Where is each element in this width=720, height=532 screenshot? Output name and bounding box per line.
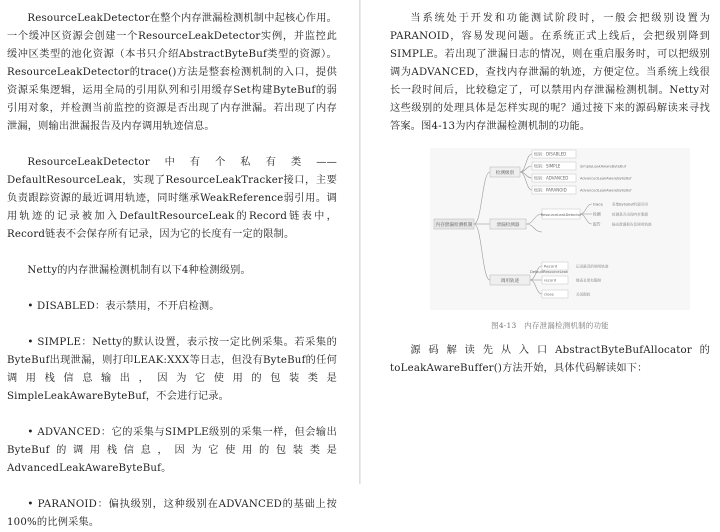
mindmap-level-simple — [532, 162, 627, 170]
svg-text:AdvancedLeakAwareByteBuf: AdvancedLeakAwareByteBuf — [580, 188, 632, 193]
svg-text:调用轨迹: 调用轨迹 — [500, 279, 520, 285]
svg-text:ResourceLeakDetector: ResourceLeakDetector — [540, 212, 582, 217]
svg-text:检测是否出现内存泄漏: 检测是否出现内存泄漏 — [612, 212, 648, 217]
svg-text:级别：ADVANCED: 级别：ADVANCED — [534, 175, 569, 181]
svg-text:报告: 报告 — [593, 221, 601, 227]
svg-text:级别：SIMPLE: 级别：SIMPLE — [534, 163, 561, 169]
svg-text:检测级别: 检测级别 — [495, 171, 515, 177]
paragraph-levels-intro: Netty的内存泄漏检测机制有以下4种检测级别。 — [27, 265, 251, 276]
mindmap-root-node — [434, 219, 474, 229]
mindmap-level-disabled — [532, 150, 576, 158]
paragraph-detector-role: ResourceLeakDetector在整个内存泄漏检测机制中起核心作用。一个缓冲区资源会创建一个ResourceLeakDetector实例，并监控此缓冲区类型的池化资源（本书只介绍AbstractByteBuf类型的资源）。ResourceLeakDetector的trace()方法是整套检测机制的入口，提供资源采集逻辑，运用全局的引用队列和引用缓存Set构建ByteBuf的弱引用对象，并检测当前监控的资源是否出现了内存泄漏。若出现了内存泄漏，则输出泄漏报告及内存调用轨迹信息。 — [7, 13, 337, 132]
mindmap-branch-levels — [490, 167, 520, 177]
list-item-paranoid: • PARANOID：偏执级别，这种级别在ADVANCED的基础上按100%的比例采集。 — [7, 499, 337, 528]
mindmap-record-list — [542, 262, 609, 270]
right-page — [361, 0, 720, 484]
mindmap-record-close — [542, 290, 591, 298]
svg-text:AdvancedLeakAwareByteBuf: AdvancedLeakAwareByteBuf — [580, 176, 632, 181]
svg-text:DefaultResourceLeak: DefaultResourceLeak — [530, 270, 569, 274]
svg-text:级别：PARANOID: 级别：PARANOID — [534, 187, 567, 193]
svg-text:采集ByteBuf的弱引用: 采集ByteBuf的弱引用 — [612, 202, 648, 207]
svg-text:SimpleLeakAwareByteBuf: SimpleLeakAwareByteBuf — [580, 164, 626, 169]
svg-text:trace: trace — [593, 201, 603, 207]
svg-text:关闭跟踪: 关闭跟踪 — [576, 292, 591, 297]
paragraph-level-usage: 当系统处于开发和功能测试阶段时，一般会把级别设置为PARANOID，容易发现问题。在系统正式上线后，会把级别降到SIMPLE。若出现了泄漏日志的情况，则在重启服务时，可以把级别调为ADVANCED，查找内存泄漏的轨迹，方便定位。当系统上线很长一段时间后，比较稳定了，可以禁用内存泄漏检测机制。Netty对这些级别的处理具体是怎样实现的呢？通过接下来的源码解读来寻找答案。图4-13为内存泄漏检测机制的功能。 — [390, 13, 710, 132]
mindmap-branch-detector — [490, 219, 526, 229]
svg-text:close: close — [544, 291, 554, 297]
figure-caption: 图4-13 内存泄漏检测机制的功能 — [491, 321, 609, 330]
mindmap-record-method — [542, 276, 602, 284]
left-page — [0, 0, 359, 528]
mindmap-branch-record — [490, 275, 530, 285]
paragraph-default-resource-leak: ResourceLeakDetector中有个私有类——DefaultResourceLeak，实现了ResourceLeakTracker接口，主要负责跟踪资源的最近调用轨迹，同时继承WeakReference弱引用。调用轨迹的记录被加入DefaultResourceLeak的Record链表中，Record链表不会保存所有记录，因为它的长度有一定的限制。 — [7, 157, 337, 240]
svg-text:检测: 检测 — [593, 211, 601, 217]
svg-text:输出泄漏报告及调用轨迹: 输出泄漏报告及调用轨迹 — [612, 222, 652, 227]
svg-text:级别：DISABLED: 级别：DISABLED — [534, 151, 567, 157]
mindmap-level-paranoid — [532, 186, 632, 194]
paragraph-source-intro: 源码解读先从入口AbstractByteBufAllocator的toLeakAwareBuffer()方法开始，具体代码解读如下： — [390, 345, 710, 374]
mindmap-level-advanced — [532, 174, 632, 182]
svg-text:内存泄漏检测机制: 内存泄漏检测机制 — [435, 223, 473, 229]
mindmap-detector-node — [541, 209, 582, 219]
svg-text:record: record — [544, 277, 557, 283]
list-item-simple: • SIMPLE：Netty的默认设置，表示按一定比例采集。若采集的ByteBuf出现泄漏，则打印LEAK:XXX等日志，但没有ByteBuf的任何调用栈信息输出，因为它使用的包装类是SimpleLeakAwareByteBuf，不会进行记录。 — [7, 337, 337, 402]
figure-leak-detection-mindmap — [430, 148, 690, 310]
svg-text:泄漏检测器: 泄漏检测器 — [496, 223, 520, 229]
svg-text:链表长度有限制: 链表长度有限制 — [576, 278, 602, 283]
mindmap-diagram — [430, 148, 690, 310]
mindmap-record-node — [530, 270, 569, 274]
mindmap-detector-check — [593, 212, 648, 217]
mindmap-detector-trace — [593, 202, 648, 207]
mindmap-detector-report — [593, 222, 652, 227]
svg-text:Record: Record — [544, 263, 558, 269]
list-item-disabled: • DISABLED：表示禁用，不开启检测。 — [27, 301, 220, 312]
svg-text:记录最近的调用轨迹: 记录最近的调用轨迹 — [576, 264, 609, 269]
list-item-advanced: • ADVANCED：它的采集与SIMPLE级别的采集一样，但会输出ByteBuf的调用栈信息，因为它使用的包装类是AdvancedLeakAwareByteBuf。 — [7, 427, 337, 474]
